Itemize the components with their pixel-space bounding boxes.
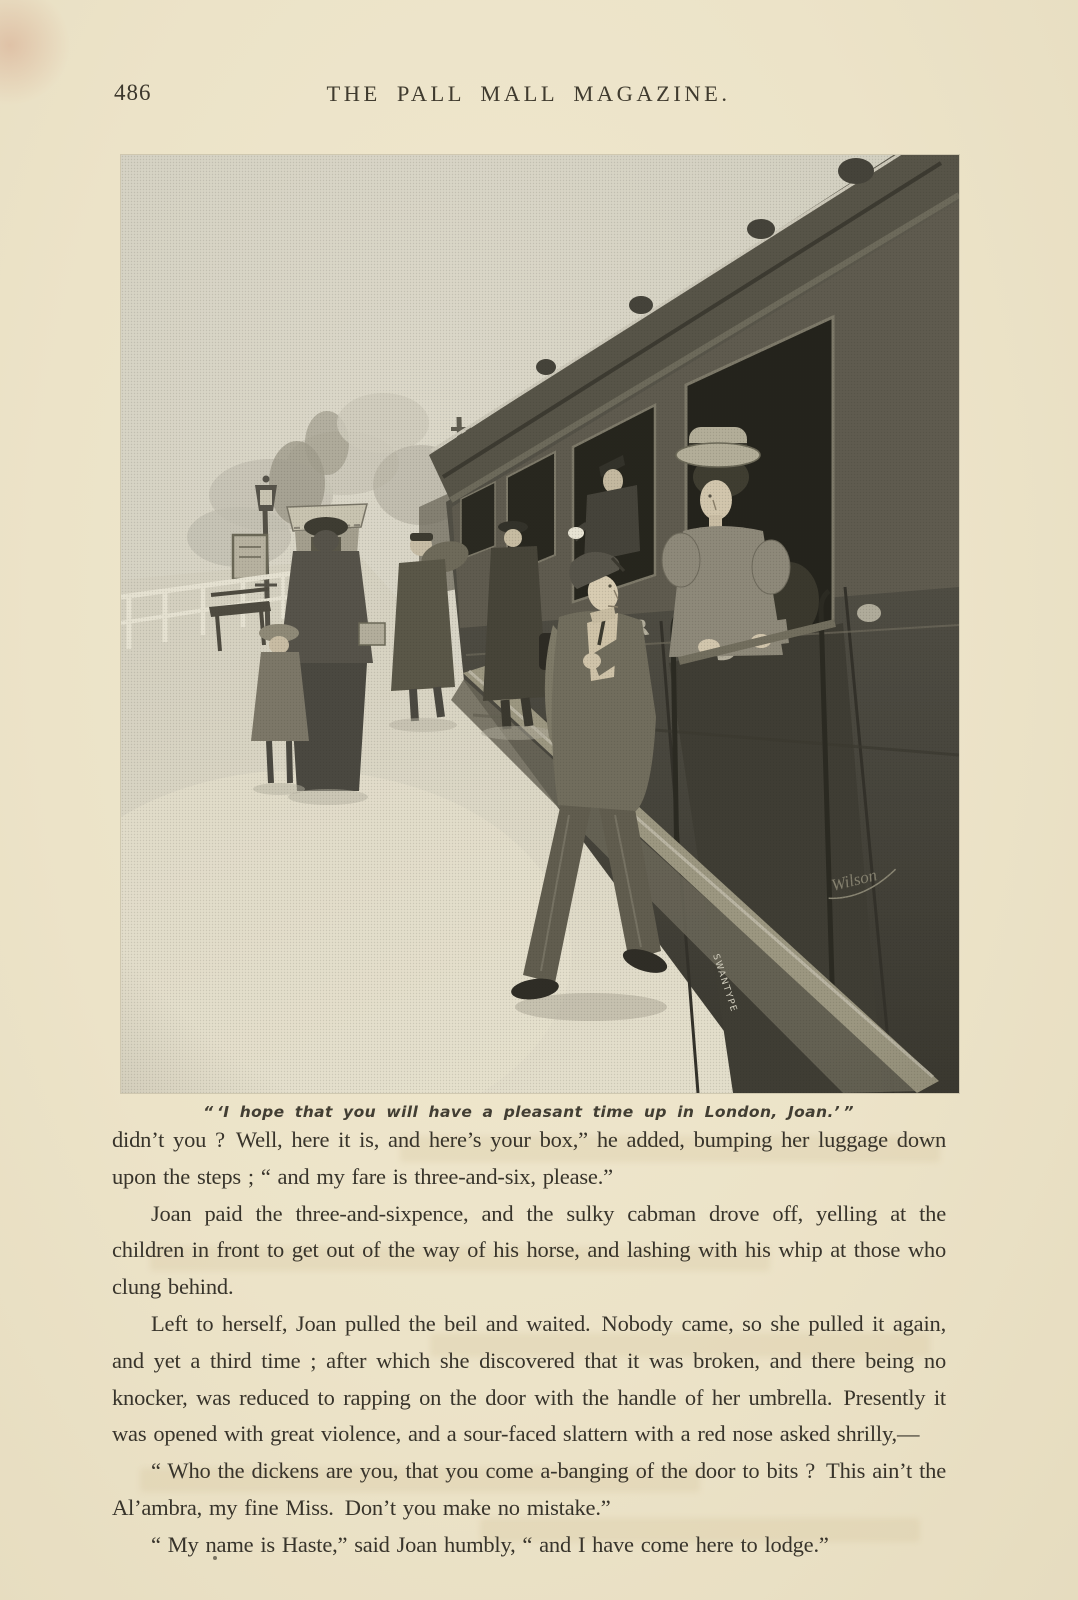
paragraph-5: “ My name is Haste,” said Joan humbly, “ and I have come here to lodge.”: [151, 1531, 829, 1557]
paragraph-1: didn’t you ? Well, here it is, and here’s your box,” he added, bumping her luggage down upon the steps ; “ and my fare is three-and-six, please.”: [112, 1127, 946, 1189]
paragraph-3: Left to herself, Joan pulled the beil and waited. Nobody came, so she pulled it again, and yet a third time ; after which she discovered that it was broken, and there being no knocker, was reduced to rapping on the door with the handle of her umbrella. Presently it was opened with great violence, and a sour-faced slattern with a red nose asked shrilly,—: [112, 1310, 946, 1447]
illustration-plate: [121, 155, 959, 1093]
vignette-overlay: [121, 155, 959, 1093]
illustration-caption: “ ‘I hope that you will have a pleasant time up in London, Joan.’ ”: [203, 1103, 854, 1121]
page-number: 486: [114, 80, 152, 105]
paragraph-2: Joan paid the three-and-sixpence, and the sulky cabman drove off, yelling at the children in front to get out of the way of his horse, and lashing with his whip at those who clung behind.: [112, 1200, 946, 1300]
train-platform-illustration: [121, 155, 959, 1093]
story-text: [112, 1122, 946, 1564]
journal-title: THE PALL MALL MAGAZINE.: [326, 81, 731, 106]
paragraph-4: “ Who the dickens are you, that you come a-banging of the door to bits ? This ain’t the Al’ambra, my fine Miss. Don’t you make no mistake.”: [112, 1458, 946, 1520]
